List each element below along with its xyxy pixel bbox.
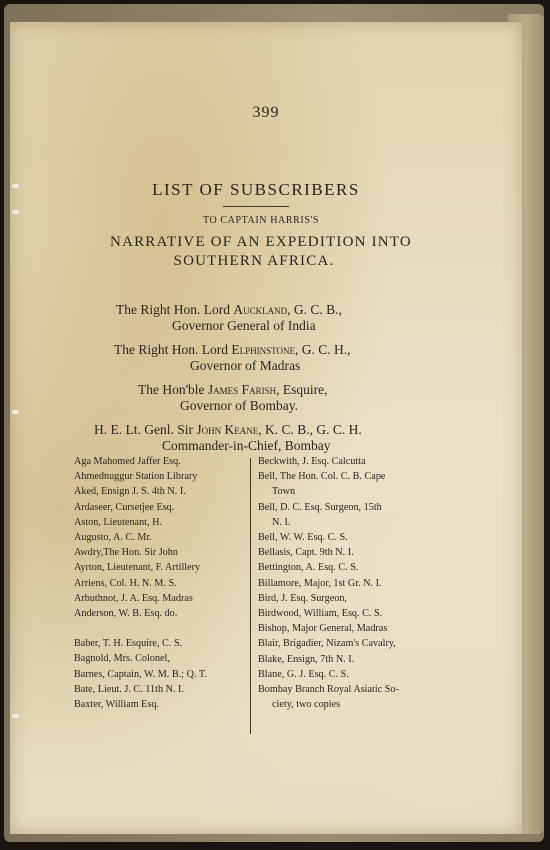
dignitary-entry: [10, 382, 522, 414]
subscriber-entry: Augusto, A. C. Mr.: [74, 532, 152, 544]
title-southern-africa: SOUTHERN AFRICA.: [173, 253, 335, 269]
subscriber-entry: Ardaseer, Cursetjee Esq.: [74, 501, 175, 513]
subscriber-entry: Awdry,The Hon. Sir John: [74, 547, 178, 559]
dignitaries-list: [10, 302, 522, 462]
title-block: [10, 180, 522, 270]
subscriber-entry: Bird, J. Esq. Surgeon,: [258, 592, 347, 604]
subscriber-entry-continuation: ciety, two copies: [272, 699, 341, 711]
dignitary-name: Elphinstone: [231, 342, 295, 357]
subscriber-entry: Bellasis, Capt. 9th N. I.: [258, 547, 354, 559]
group-spacer: [74, 621, 252, 636]
dignitary-office: Commander-in-Chief, Bombay: [162, 438, 331, 453]
dignitary-name: James Farish: [207, 382, 277, 397]
subscriber-entry: Blane, G. J. Esq. C. S.: [258, 668, 349, 680]
subscriber-entry: Bell, The Hon. Col. C. B. Cape: [258, 471, 386, 483]
dignitary-prefix: H. E. Lt. Genl. Sir: [94, 422, 197, 437]
dignitary-suffix: , Esquire,: [276, 382, 328, 397]
dignitary-prefix: The Hon'ble: [138, 382, 208, 397]
dignitary-entry: [10, 342, 522, 374]
dignitary-prefix: The Right Hon. Lord: [114, 342, 232, 357]
subscribers-left-column: [74, 454, 252, 712]
subscriber-entry: Ayrton, Lieutenant, F. Artillery: [74, 562, 201, 574]
title-narrative: NARRATIVE OF AN EXPEDITION INTO: [110, 234, 412, 250]
page-number: 399: [252, 104, 280, 121]
subscriber-entry: Beckwith, J. Esq. Calcutta: [258, 456, 366, 467]
subscriber-entry: Arbuthnot, J. A. Esq. Madras: [74, 592, 193, 604]
dignitary-prefix: The Right Hon. Lord: [116, 302, 234, 317]
subscriber-entry: Bate, Lieut. J. C. 11th N. I.: [74, 683, 184, 695]
subscriber-entry: Bettington, A. Esq. C. S.: [258, 562, 359, 574]
subscriber-entry: Arriens, Col. H. N. M. S.: [74, 577, 177, 589]
dignitary-office: Governor General of India: [172, 318, 316, 333]
subscriber-entry-continuation: Town: [272, 486, 296, 498]
title-dedication: TO CAPTAIN HARRIS'S: [202, 215, 320, 226]
subscribers-columns: [74, 454, 514, 754]
subscriber-entry: Bishop, Major General, Madras: [258, 623, 388, 635]
book-page: [10, 22, 522, 834]
subscriber-entry: Ahmednuggur Station Library: [74, 471, 198, 483]
dignitary-name: John Keane: [196, 422, 259, 437]
subscriber-entry: Bell, W. W. Esq. C. S.: [258, 532, 348, 544]
subscriber-entry: Bell, D. C. Esq. Surgeon, 15th: [258, 501, 382, 513]
dignitary-office: Governor of Madras: [190, 358, 301, 373]
dignitary-entry: [10, 302, 522, 334]
subscriber-entry: Blake, Ensign, 7th N. I.: [258, 653, 355, 665]
subscriber-entry: Aga Mahomed Jaffer Esq.: [74, 456, 181, 467]
subscriber-entry-continuation: N. I.: [272, 516, 291, 528]
dignitary-suffix: , K. C. B., G. C. H.: [258, 422, 362, 437]
dignitary-suffix: , G. C. H.,: [294, 342, 351, 357]
subscribers-right-column: [258, 454, 508, 712]
subscriber-entry: Blair, Brigadier, Nizam's Cavalry,: [258, 638, 396, 650]
column-divider: [250, 458, 251, 734]
subscriber-entry: Anderson, W. B. Esq. do.: [74, 608, 178, 620]
sewing-hole: [12, 714, 19, 718]
subscriber-entry: Bagnold, Mrs. Colonel,: [74, 653, 170, 665]
dignitary-suffix: , G. C. B.,: [287, 302, 342, 317]
subscriber-entry: Aston, Lieutenant, H.: [74, 516, 162, 528]
subscriber-entry: Billamore, Major, 1st Gr. N. I.: [258, 577, 382, 589]
dignitary-name: Auckland: [233, 302, 288, 317]
title-rule: [223, 206, 289, 207]
dignitary-entry: [10, 422, 522, 454]
subscriber-entry: Barnes, Captain, W. M. B.; Q. T.: [74, 668, 207, 680]
subscriber-entry: Baxter, William Esq.: [74, 699, 160, 711]
dignitary-office: Governor of Bombay.: [180, 398, 298, 413]
subscriber-entry: Bombay Branch Royal Asiatic So-: [258, 684, 399, 696]
page-title: LIST OF SUBSCRIBERS: [152, 180, 360, 199]
subscriber-entry: Baber, T. H. Esquire, C. S.: [74, 638, 183, 650]
subscriber-entry: Birdwood, William, Esq. C. S.: [258, 608, 383, 620]
subscriber-entry: Aked, Ensign J. S. 4th N. I.: [74, 486, 186, 498]
